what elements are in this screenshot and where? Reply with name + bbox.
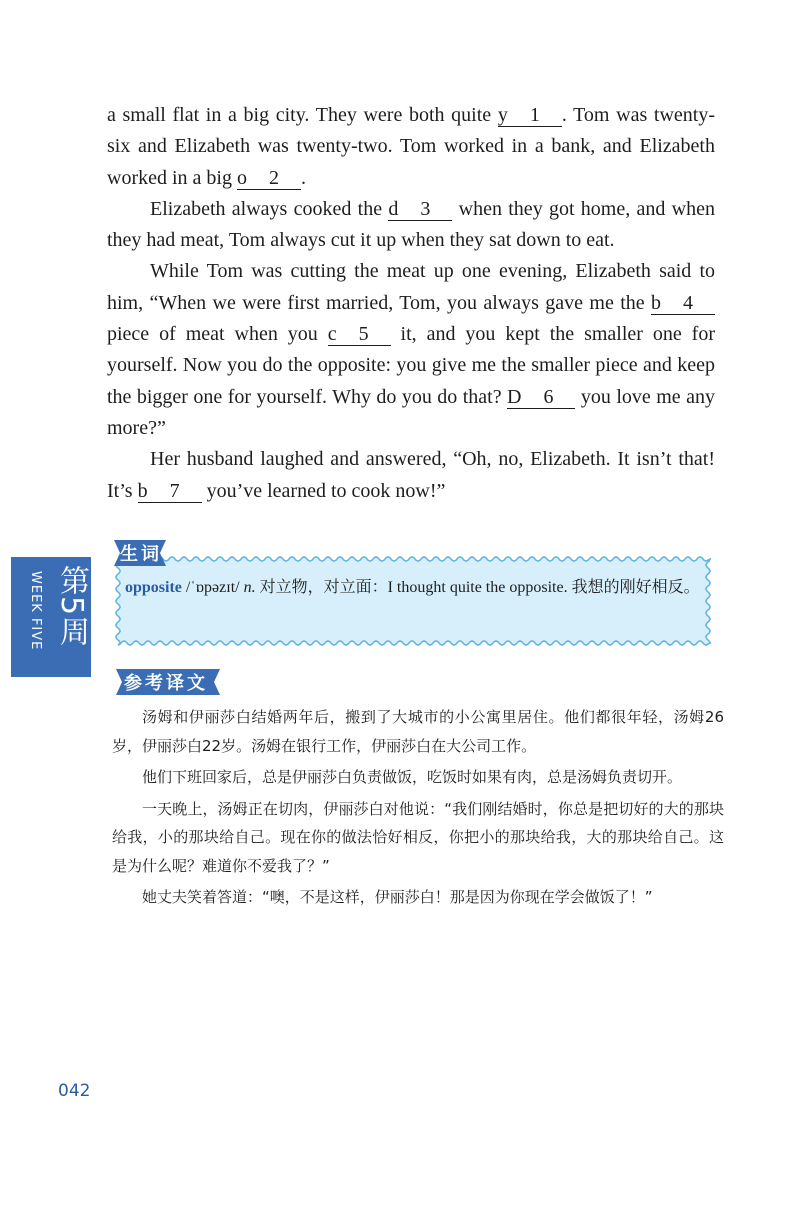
story-text-segment: . Tom was twenty-six and Elizabeth was twenty-two. Tom worked in a bank, and Elizabeth worked in a big: [107, 104, 715, 189]
translation-paragraph: 一天晚上，汤姆正在切肉，伊丽莎白对他说：“我们刚结婚时，你总是把切好的大的那块给我，小的那块给自己。现在你的做法恰好相反，你把小的那块给我，大的那块给自己。这是为什么呢？难道你不爱我了？”: [112, 799, 724, 875]
vocabulary-box: [115, 556, 711, 646]
blank-letter: d: [388, 197, 399, 220]
vocabulary-title-ribbon: [110, 538, 170, 568]
blank-number: 2: [268, 166, 279, 189]
blank-letter: o: [236, 166, 247, 189]
story-text-segment: you love me any more?”: [107, 385, 715, 439]
blank-7[interactable]: [138, 480, 202, 503]
story-paragraph-1: [107, 100, 715, 194]
week-tab: [11, 557, 91, 677]
story-text-segment: when they got home, and when they had meat, Tom always cut it up when they sat down to eat.: [107, 197, 715, 252]
blank-1[interactable]: [498, 104, 562, 127]
vocabulary-section: [110, 538, 720, 650]
blank-3[interactable]: [388, 198, 452, 221]
translation-title-ribbon: [112, 667, 224, 697]
story-text-segment: you’ve learned to cook now!”: [201, 479, 446, 502]
translation-title: 参考译文: [124, 673, 208, 694]
vocabulary-word: opposite: [125, 579, 182, 596]
translation-text: [112, 703, 724, 915]
vocabulary-title: 生词: [120, 544, 162, 565]
blank-number: 5: [358, 323, 369, 346]
vocabulary-entry: [125, 574, 703, 601]
story-text-segment: While Tom was cutting the meat up one evening, Elizabeth said to him, “When we were first married, Tom, you always gave me the: [107, 260, 715, 314]
blank-number: 4: [683, 291, 693, 314]
blank-number: 3: [420, 197, 431, 220]
blank-letter: b: [137, 479, 148, 502]
week-tab-label: 第5周: [54, 565, 89, 648]
vocabulary-phonetic: /ˈɒpəzɪt/: [181, 579, 244, 596]
story-text-segment: it, and you kept the smaller one for yourself. Now you do the opposite: you give me the smaller piece and keep the bigger one for yourself. Why do you do that?: [107, 323, 716, 408]
translation-paragraph: 他们下班回家后，总是伊丽莎白负责做饭，吃饭时如果有肉，总是汤姆负责切开。: [142, 768, 683, 786]
week-tab-sublabel: WEEK FIVE: [28, 571, 43, 651]
story-paragraph-3: [107, 256, 715, 444]
story-paragraph-2: [107, 194, 715, 257]
vocabulary-box-frame: [115, 556, 711, 646]
blank-6[interactable]: [507, 386, 575, 409]
blank-4[interactable]: [651, 292, 715, 315]
page-number: 042: [58, 1081, 91, 1101]
blank-number: 6: [543, 385, 554, 408]
story-text-segment: a small flat in a big city. They were both quite: [107, 104, 498, 126]
blank-5[interactable]: [328, 323, 391, 346]
translation-paragraph: 她丈夫笑着答道：“噢，不是这样，伊丽莎白！那是因为你现在学会做饭了！”: [142, 888, 653, 906]
story-text-segment: Elizabeth always cooked the: [150, 197, 389, 220]
blank-letter: c: [327, 323, 337, 346]
translation-paragraph: 汤姆和伊丽莎白结婚两年后，搬到了大城市的小公寓里居住。他们都很年轻，汤姆26岁，伊丽莎白22岁。汤姆在银行工作，伊丽莎白在大公司工作。: [112, 708, 724, 755]
story-text: [107, 100, 715, 507]
blank-letter: y: [497, 104, 508, 126]
blank-2[interactable]: [237, 167, 301, 190]
blank-letter: b: [651, 291, 661, 314]
story-paragraph-4: [107, 444, 715, 507]
vocabulary-part-of-speech: n.: [243, 579, 256, 596]
story-text-segment: Her husband laughed and answered, “Oh, no, Elizabeth. It isn’t that! It’s: [107, 448, 715, 502]
vocabulary-definition: 对立物，对立面：I thought quite the opposite. 我想的刚好相反。: [255, 579, 700, 596]
story-text-segment: piece of meat when you: [107, 323, 328, 346]
blank-letter: D: [507, 385, 522, 408]
blank-number: 1: [529, 104, 540, 126]
blank-number: 7: [169, 479, 180, 502]
story-text-segment: .: [300, 166, 306, 189]
